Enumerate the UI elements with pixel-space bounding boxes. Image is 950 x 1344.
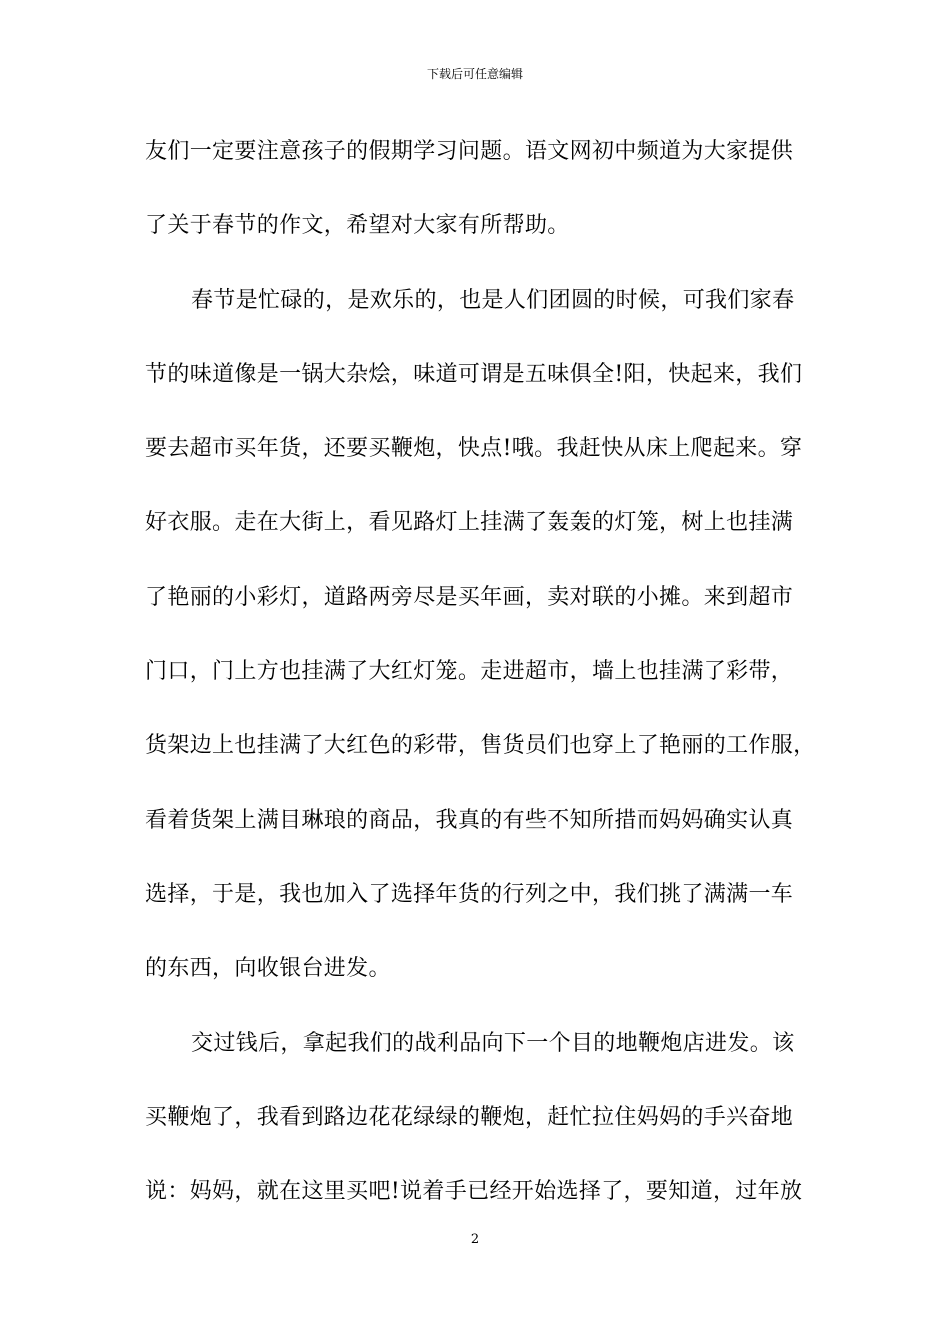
text-line: 选择，于是，我也加入了选择年货的行列之中，我们挑了满满一车	[145, 881, 794, 907]
text-line: 了关于春节的作文，希望对大家有所帮助。	[145, 213, 570, 239]
text-line: 货架边上也挂满了大红色的彩带，售货员们也穿上了艳丽的工作服，	[145, 733, 816, 759]
page-header-note: 下载后可任意编辑	[426, 67, 523, 81]
page-number: 2	[470, 1232, 480, 1247]
text-line: 节的味道像是一锅大杂烩，味道可谓是五味俱全!阳，快起来，我们	[145, 361, 803, 387]
paragraph-start-line: 春节是忙碌的，是欢乐的，也是人们团圆的时候，可我们家春	[191, 287, 795, 313]
text-line: 说：妈妈，就在这里买吧!说着手已经开始选择了，要知道，过年放	[145, 1179, 803, 1205]
paragraph-start-line: 交过钱后，拿起我们的战利品向下一个目的地鞭炮店进发。该	[191, 1030, 795, 1056]
text-line: 买鞭炮了，我看到路边花花绿绿的鞭炮，赶忙拉住妈妈的手兴奋地	[145, 1104, 794, 1130]
document-body	[145, 128, 816, 1242]
text-line: 门口，门上方也挂满了大红灯笼。走进超市，墙上也挂满了彩带，	[145, 659, 794, 685]
text-line: 了艳丽的小彩灯，道路两旁尽是买年画，卖对联的小摊。来到超市	[145, 584, 794, 610]
text-line: 好衣服。走在大街上，看见路灯上挂满了轰轰的灯笼，树上也挂满	[145, 510, 794, 536]
text-line: 要去超市买年货，还要买鞭炮，快点!哦。我赶快从床上爬起来。穿	[145, 436, 803, 462]
text-line: 友们一定要注意孩子的假期学习问题。语文网初中频道为大家提供	[145, 139, 794, 164]
text-line: 看着货架上满目琳琅的商品，我真的有些不知所措而妈妈确实认真	[145, 807, 794, 833]
text-line: 的东西，向收银台进发。	[145, 956, 391, 982]
